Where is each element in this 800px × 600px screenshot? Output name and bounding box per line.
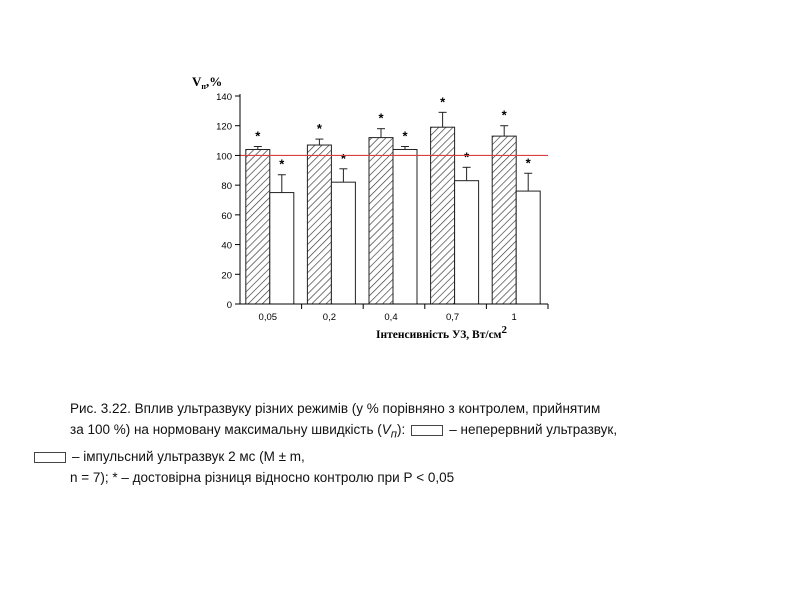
y-tick-label: 100 (216, 151, 232, 163)
x-axis-title: Інтенсивність УЗ, Вт/см2 (376, 324, 508, 341)
y-tick-label: 0 (226, 300, 232, 311)
significance-mark: * (501, 107, 507, 123)
significance-mark: * (378, 110, 384, 126)
significance-mark: * (279, 156, 285, 172)
y-tick-label: 140 (216, 92, 232, 103)
bar (331, 182, 355, 304)
significance-mark: * (525, 155, 531, 171)
bar (246, 149, 270, 304)
x-tick-label: 1 (511, 312, 517, 323)
significance-mark: * (464, 149, 470, 165)
y-tick-label: 120 (216, 121, 232, 133)
y-axis-title: $V_п,\%$ (192, 74, 223, 91)
caption-line-3: – імпульсний ультразвук 2 мс (М ± m, (70, 446, 710, 467)
y-tick-label: 20 (221, 270, 232, 282)
y-tick-label: 40 (221, 240, 232, 252)
x-tick-label: 0,7 (445, 312, 460, 323)
bar (369, 138, 393, 304)
x-tick-label: 0,2 (322, 312, 337, 323)
legend-swatch-pulsed (34, 452, 66, 463)
bar (516, 191, 540, 304)
significance-mark: * (316, 121, 322, 137)
caption-line-4: n = 7); * – достовірна різниця відносно контролю при Р < 0,05 (70, 469, 455, 485)
caption-line-2: за 100 %) на нормовану максимальну швидкість $(V_п)$: – неперервний ультразвук, (70, 422, 618, 441)
significance-mark: * (440, 94, 446, 110)
bar (455, 181, 479, 304)
bar (307, 145, 331, 304)
y-tick-label: 60 (221, 210, 232, 222)
significance-mark: * (402, 128, 408, 144)
y-tick-label: 80 (221, 181, 232, 193)
significance-mark: * (255, 128, 261, 144)
bar (492, 136, 516, 304)
x-tick-label: 0,4 (384, 312, 398, 323)
legend-swatch-continuous (411, 425, 443, 436)
bar (431, 127, 455, 304)
bar (270, 193, 294, 304)
significance-mark: * (340, 150, 346, 166)
bar (393, 149, 417, 304)
x-tick-label: 0,05 (258, 312, 278, 323)
caption-line-1: Рис. 3.22. Вплив ультразвуку різних режимів (у % порівняно з контролем, прийнятим (70, 401, 601, 416)
figure-caption (70, 398, 710, 488)
